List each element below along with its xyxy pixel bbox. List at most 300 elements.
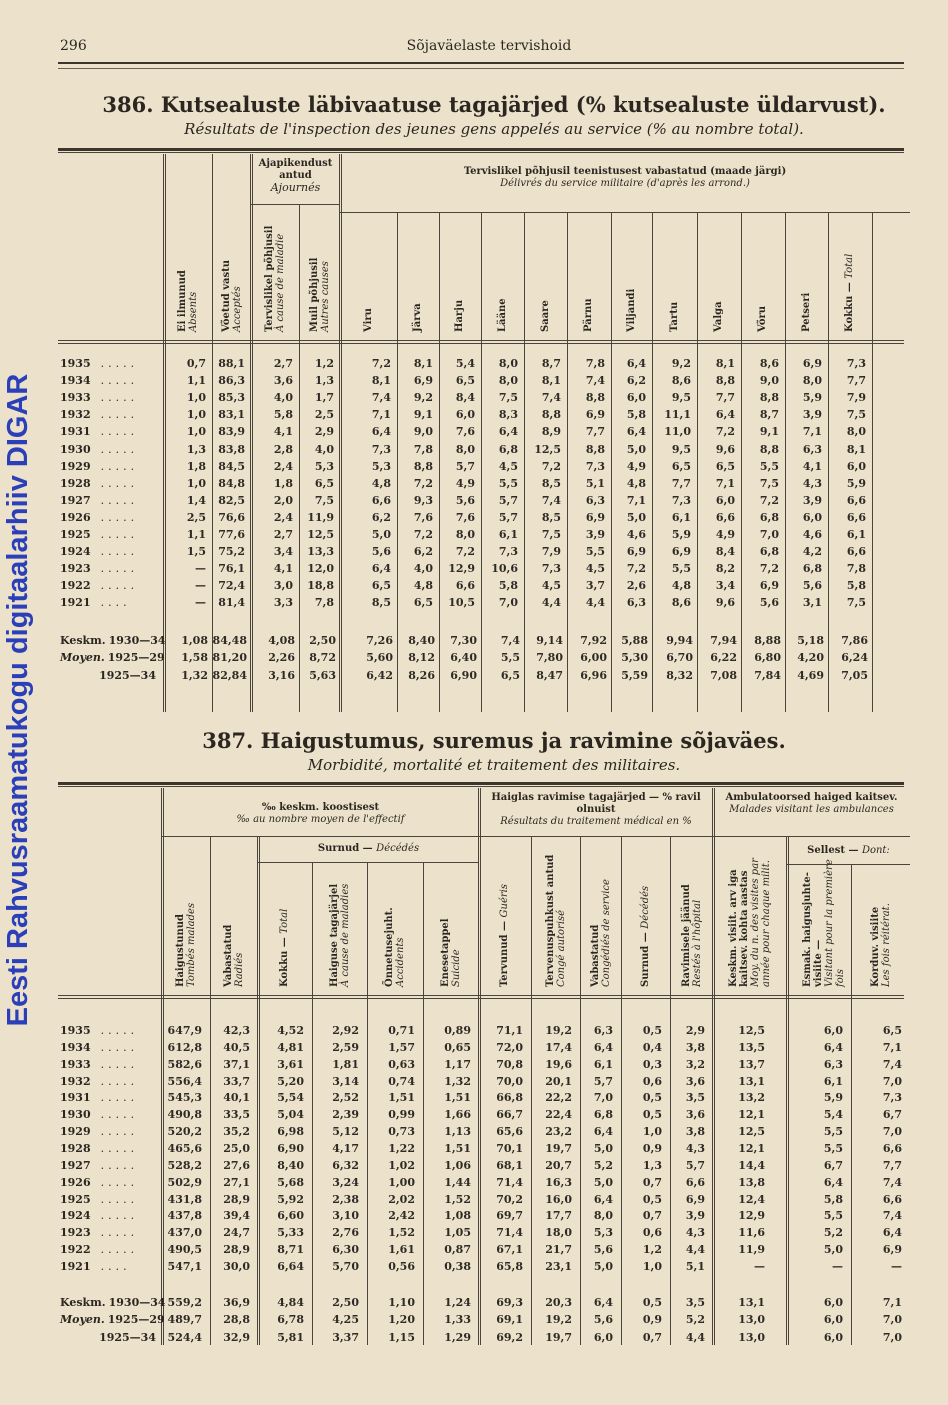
table-cell: 3,4 <box>715 579 735 593</box>
table-cell: — <box>754 1259 765 1273</box>
leader-dots: ..... <box>100 1175 139 1189</box>
table-cell: 84,48 <box>212 634 247 647</box>
table-cell: 6,6 <box>846 510 866 524</box>
table-cell: 4,1 <box>273 562 293 576</box>
table-cell: 431,8 <box>167 1192 202 1206</box>
table-cell: 7,5 <box>759 476 779 490</box>
leader-dots: .... <box>100 596 131 610</box>
table-cell: 7,0 <box>882 1074 902 1088</box>
table-cell: 7,5 <box>314 493 334 507</box>
column-header <box>626 289 637 332</box>
table-cell: 1,3 <box>642 1158 662 1172</box>
table-cell: 4,8 <box>671 579 691 593</box>
table-cell: 1,08 <box>444 1209 471 1223</box>
table-cell: 1,57 <box>388 1040 415 1054</box>
column-header-et: Tervenuspuhkust antud <box>544 854 556 987</box>
column-header <box>870 903 892 987</box>
table-cell: 2,59 <box>332 1040 359 1054</box>
table-cell: 9,1 <box>759 425 779 439</box>
table-cell: 27,6 <box>223 1158 250 1172</box>
column-header <box>540 300 551 332</box>
column-header-et: Viru <box>362 308 374 332</box>
year-label: 1922 <box>60 1243 91 1257</box>
table-cell: 6,3 <box>593 1024 613 1037</box>
group-header-fr: Délivrés du service militaire (d'après les arrond.) <box>500 178 750 189</box>
table-cell: 7,1 <box>371 408 391 422</box>
leader-dots: ..... <box>100 442 139 456</box>
table-cell: 1,81 <box>332 1057 359 1071</box>
table-cell: 3,3 <box>273 596 293 610</box>
table-row-label <box>60 408 138 421</box>
table-cell: 22,2 <box>545 1091 572 1105</box>
column-header <box>802 847 846 987</box>
table-cell: 5,54 <box>277 1091 304 1105</box>
table-cell: 7,05 <box>841 668 868 682</box>
group-header-fr: ‰ au nombre moyen de l'effectif <box>236 814 405 825</box>
table-cell: 69,1 <box>496 1313 523 1327</box>
table-cell: 5,8 <box>626 408 646 422</box>
table-cell: 0,99 <box>388 1108 415 1122</box>
table-cell: 6,0 <box>823 1296 843 1309</box>
leader-dots: ..... <box>100 579 139 593</box>
table-cell: 8,6 <box>671 596 691 610</box>
ajapikendust-rule <box>251 204 340 205</box>
table-cell: 40,5 <box>223 1040 250 1054</box>
group-header-fr: Décédés <box>376 843 420 854</box>
table-cell: 1,20 <box>388 1313 415 1327</box>
table-cell: 5,4 <box>455 357 475 370</box>
table-cell: 7,6 <box>413 510 433 524</box>
column-header-et: Korduv. visiite <box>869 906 881 987</box>
table-cell: 0,6 <box>642 1074 662 1088</box>
leader-dots: ..... <box>100 1125 139 1139</box>
table-cell: 0,38 <box>444 1259 471 1273</box>
table-cell: 6,90 <box>277 1141 304 1155</box>
table-cell: 7,7 <box>846 374 866 388</box>
leader-dots: ..... <box>100 528 139 541</box>
table-cell: 7,4 <box>541 493 561 507</box>
table-cell: 28,9 <box>223 1243 250 1257</box>
table-386-top-rule-thin <box>58 152 904 153</box>
table-row-label <box>60 528 138 541</box>
table-cell: 6,0 <box>455 408 475 422</box>
table-cell: 5,6 <box>593 1313 613 1327</box>
table-cell: 6,6 <box>882 1192 902 1206</box>
table-cell: 5,8 <box>273 408 293 422</box>
column-header-et: Valga <box>713 301 724 332</box>
table-cell: 11,0 <box>664 425 691 439</box>
table-cell: 5,0 <box>626 442 646 456</box>
column-header-fr: Total <box>844 253 855 279</box>
table-cell: 8,8 <box>585 391 605 405</box>
column-header-fr: Restés à l'hôpital <box>691 899 703 987</box>
leader-dots: ..... <box>100 425 139 439</box>
table-cell: 6,98 <box>277 1125 304 1139</box>
table-cell: 6,0 <box>626 391 646 405</box>
table-cell: 5,6 <box>455 493 475 507</box>
table-cell: 6,1 <box>593 1057 613 1071</box>
table-cell: 7,7 <box>585 425 605 439</box>
table-cell: 5,5 <box>823 1125 843 1139</box>
haiglas-rule <box>479 836 713 837</box>
column-header-fr: Moy. du n. des visites par année pour chaque milit. <box>750 858 772 987</box>
table-cell: 6,7 <box>882 1108 902 1122</box>
header-rule <box>58 62 904 69</box>
table-cell: 0,56 <box>388 1259 415 1273</box>
table-cell: 7,0 <box>882 1330 902 1344</box>
table-cell: 35,2 <box>223 1125 250 1139</box>
table-cell: 8,0 <box>593 1209 613 1223</box>
table-cell: 6,90 <box>450 668 477 682</box>
year-label: 1925 <box>60 528 91 541</box>
table-cell: 0,74 <box>388 1074 415 1088</box>
column-header <box>545 855 567 987</box>
table-row-label <box>60 477 138 490</box>
table-cell: — <box>195 562 206 576</box>
leader-dots: ..... <box>100 1158 139 1172</box>
year-label: 1934 <box>60 374 91 388</box>
table-cell: 14,4 <box>738 1158 765 1172</box>
table-cell: 5,5 <box>759 459 779 473</box>
table-cell: 12,9 <box>738 1209 765 1223</box>
group-header-haiglas <box>479 792 713 828</box>
table-cell: 27,1 <box>223 1175 250 1189</box>
table-cell: 8,8 <box>413 459 433 473</box>
column-header-et: Enesetappel <box>440 918 451 987</box>
table-cell: 4,0 <box>273 391 293 405</box>
table-cell: 7,0 <box>498 596 518 610</box>
table-cell: 5,81 <box>277 1330 304 1344</box>
table-cell: 8,72 <box>309 651 336 665</box>
table-cell: 4,81 <box>277 1040 304 1054</box>
table-cell: 6,4 <box>593 1192 613 1206</box>
column-header-fr: À cause de maladie <box>275 233 286 332</box>
table-cell: 7,4 <box>371 391 391 405</box>
table-cell: 11,6 <box>738 1226 765 1240</box>
table-cell: 1,8 <box>186 459 206 473</box>
table-row-label <box>60 545 138 558</box>
table-cell: 9,6 <box>715 596 735 610</box>
table-cell: 7,0 <box>882 1125 902 1139</box>
table-cell: 7,5 <box>541 528 561 541</box>
table-cell: 5,7 <box>498 510 518 524</box>
table-cell: 4,1 <box>273 425 293 439</box>
table-cell: 4,3 <box>685 1226 705 1240</box>
table-cell: 6,6 <box>685 1175 705 1189</box>
table-cell: 2,8 <box>273 442 293 456</box>
column-header-et: Surnud — <box>639 928 651 987</box>
table-cell: 3,2 <box>685 1057 705 1071</box>
column-header <box>844 254 855 332</box>
table-cell: 490,5 <box>167 1243 202 1257</box>
table-cell: 4,9 <box>715 528 735 541</box>
table-cell: 6,60 <box>277 1209 304 1223</box>
table-cell: 3,5 <box>685 1091 705 1105</box>
average-prefix: Moyen. <box>60 1313 105 1327</box>
table-cell: 5,7 <box>685 1158 705 1172</box>
table-cell: 7,8 <box>846 562 866 576</box>
table-cell: 66,7 <box>496 1108 523 1122</box>
table-cell: 1,00 <box>388 1175 415 1189</box>
column-header-et: Haigustunud <box>175 913 186 987</box>
table-cell: 5,8 <box>823 1192 843 1206</box>
average-prefix: Keskm. <box>60 1296 106 1309</box>
table-cell: 5,0 <box>593 1175 613 1189</box>
group-header-et: Surnud — <box>317 843 377 854</box>
table-cell: 0,87 <box>444 1243 471 1257</box>
column-header-fr: Radiés <box>234 952 245 987</box>
table-cell: 70,0 <box>496 1074 523 1088</box>
table-cell: 11,1 <box>664 408 691 422</box>
column-header <box>640 886 651 987</box>
column-header <box>497 298 508 332</box>
table-cell: 6,00 <box>580 651 607 665</box>
table-cell: 1,08 <box>181 634 208 647</box>
table-cell: 83,9 <box>218 425 245 439</box>
table-cell: 489,7 <box>167 1313 202 1327</box>
table-cell: 6,6 <box>715 510 735 524</box>
table-cell: 5,59 <box>621 668 648 682</box>
column-header-et: Haiguse tagajärjel <box>328 883 340 987</box>
group-header-fr: Résultats du traitement médical en % <box>500 816 692 827</box>
table-387-subtitle: Morbidité, mortalité et traitement des militaires. <box>307 756 681 774</box>
table-cell: 4,6 <box>802 528 822 541</box>
group-header-et: ‰ keskm. koostisest <box>261 802 380 813</box>
table-cell: 6,4 <box>593 1040 613 1054</box>
table-cell: 9,2 <box>413 391 433 405</box>
table-cell: 1,22 <box>388 1141 415 1155</box>
year-label: 1924 <box>60 1209 91 1223</box>
year-label: 1929 <box>60 459 91 473</box>
table-387-header-rule <box>58 995 904 996</box>
table-cell: 4,4 <box>685 1243 705 1257</box>
table-cell: 7,2 <box>715 425 735 439</box>
table-cell: 2,52 <box>332 1091 359 1105</box>
average-row-label <box>60 651 165 665</box>
table-cell: 1,2 <box>642 1243 662 1257</box>
table-cell: 71,4 <box>496 1175 523 1189</box>
table-cell: 1,32 <box>444 1074 471 1088</box>
table-cell: 6,2 <box>371 510 391 524</box>
group-header-vabastatud <box>340 166 910 190</box>
year-label: 1927 <box>60 493 91 507</box>
table-cell: 559,2 <box>167 1296 202 1309</box>
group-header-koostisest <box>162 802 479 826</box>
table-cell: 547,1 <box>167 1259 202 1273</box>
table-cell: 12,5 <box>738 1024 765 1037</box>
table-cell: 0,7 <box>642 1209 662 1223</box>
table-386-subtitle: Résultats de l'inspection des jeunes gens appelés au service (% au nombre total). <box>184 120 804 138</box>
table-cell: 6,8 <box>593 1108 613 1122</box>
table-cell: 6,6 <box>846 493 866 507</box>
table-cell: 6,0 <box>823 1330 843 1344</box>
column-header-et: Saare <box>539 300 551 332</box>
table-cell: 2,9 <box>314 425 334 439</box>
column-header <box>384 907 406 987</box>
table-cell: 6,9 <box>413 374 433 388</box>
table-cell: 0,65 <box>444 1040 471 1054</box>
table-cell: 13,1 <box>738 1074 765 1088</box>
table-cell: 4,9 <box>455 476 475 490</box>
table-cell: 5,9 <box>823 1091 843 1105</box>
table-cell: 3,6 <box>685 1074 705 1088</box>
table-cell: 12,0 <box>307 562 334 576</box>
table-cell: 6,3 <box>585 493 605 507</box>
table-row-label <box>60 1075 138 1088</box>
column-header-et: Viljandi <box>625 288 637 332</box>
table-cell: 6,0 <box>802 510 822 524</box>
table-cell: 81,4 <box>218 596 245 610</box>
table-cell: 4,9 <box>626 459 646 473</box>
table-cell: 5,33 <box>277 1226 304 1240</box>
table-cell: 7,80 <box>536 651 563 665</box>
table-cell: 7,9 <box>541 545 561 559</box>
table-cell: 5,7 <box>455 459 475 473</box>
table-cell: 6,5 <box>715 459 735 473</box>
table-cell: 5,5 <box>585 545 605 559</box>
table-cell: 2,02 <box>388 1192 415 1206</box>
year-label: 1926 <box>60 1175 91 1189</box>
table-cell: 7,3 <box>846 357 866 370</box>
table-cell: 6,4 <box>626 357 646 370</box>
table-cell: 5,6 <box>759 596 779 610</box>
table-cell: 3,8 <box>685 1125 705 1139</box>
table-row-label <box>60 425 138 438</box>
table-cell: 11,9 <box>738 1243 765 1257</box>
table-cell: 6,5 <box>314 476 334 490</box>
digar-watermark: Eesti Rahvusraamatukogu digitaalarhiiv DIGAR <box>2 373 34 1027</box>
table-cell: 8,8 <box>585 442 605 456</box>
table-cell: 2,7 <box>273 357 293 370</box>
table-cell: 6,3 <box>823 1057 843 1071</box>
average-period: 1925—29 <box>107 1313 165 1327</box>
table-cell: 7,1 <box>626 493 646 507</box>
table-cell: 28,9 <box>223 1192 250 1206</box>
year-label: 1930 <box>60 1108 91 1122</box>
table-cell: 7,5 <box>498 391 518 405</box>
table-cell: 8,0 <box>498 357 518 370</box>
table-cell: 3,4 <box>273 545 293 559</box>
table-cell: 5,63 <box>309 668 336 682</box>
table-cell: 9,2 <box>671 357 691 370</box>
group-header-ambulatoorsed <box>713 792 910 816</box>
leader-dots: ..... <box>100 374 139 388</box>
table-cell: 7,4 <box>500 634 520 647</box>
column-header <box>223 925 245 987</box>
table-cell: 7,4 <box>541 391 561 405</box>
group-header-ajapikendust <box>251 158 340 194</box>
column-header-fr: Accidents <box>395 937 406 987</box>
table-cell: 3,8 <box>685 1040 705 1054</box>
table-cell: 12,5 <box>307 528 334 541</box>
table-cell: 7,0 <box>882 1313 902 1327</box>
table-cell: 5,8 <box>498 579 518 593</box>
table-cell: 7,4 <box>882 1057 902 1071</box>
table-cell: 4,84 <box>277 1296 304 1309</box>
table-cell: 1,10 <box>388 1296 415 1309</box>
table-cell: 2,50 <box>332 1296 359 1309</box>
column-header-et: Tervunud — <box>499 917 510 987</box>
table-cell: 7,9 <box>846 391 866 405</box>
year-label: 1924 <box>60 545 91 559</box>
table-cell: 6,9 <box>585 510 605 524</box>
column-header <box>264 226 286 332</box>
table-cell: 8,5 <box>371 596 391 610</box>
table-cell: 4,20 <box>797 651 824 665</box>
table-cell: 2,42 <box>388 1209 415 1223</box>
table-cell: 8,9 <box>541 425 561 439</box>
table-cell: 6,4 <box>823 1175 843 1189</box>
table-cell: 4,4 <box>541 596 561 610</box>
leader-dots: ..... <box>100 1074 139 1088</box>
table-cell: 2,5 <box>314 408 334 422</box>
table-cell: 81,20 <box>212 651 247 665</box>
table-cell: 23,2 <box>545 1125 572 1139</box>
table-cell: 5,1 <box>585 476 605 490</box>
table-cell: 6,9 <box>759 579 779 593</box>
leader-dots: ..... <box>100 391 139 405</box>
table-cell: 6,1 <box>671 510 691 524</box>
table-cell: 437,0 <box>167 1226 202 1240</box>
table-cell: 7,3 <box>585 459 605 473</box>
table-cell: 72,0 <box>496 1040 523 1054</box>
table-cell: 8,0 <box>498 374 518 388</box>
table-cell: 12,4 <box>738 1192 765 1206</box>
table-cell: 6,1 <box>498 528 518 541</box>
table-cell: 6,6 <box>371 493 391 507</box>
table-cell: 8,0 <box>455 442 475 456</box>
table-cell: 6,9 <box>802 357 822 370</box>
table-cell: 6,3 <box>626 596 646 610</box>
table-cell: 9,6 <box>715 442 735 456</box>
table-cell: 30,0 <box>223 1259 250 1273</box>
table-cell: 84,5 <box>218 459 245 473</box>
table-cell: 19,7 <box>545 1141 572 1155</box>
table-cell: 5,3 <box>314 459 334 473</box>
ambulatoorsed-rule <box>713 836 910 837</box>
table-row-label <box>60 1176 138 1189</box>
table-cell: 5,5 <box>498 476 518 490</box>
column-header-et: Tervislikel põhjusil <box>264 225 275 332</box>
table-row-label <box>60 562 138 575</box>
table-cell: — <box>195 579 206 593</box>
table-cell: 2,7 <box>273 528 293 541</box>
leader-dots: ..... <box>100 1209 139 1223</box>
table-cell: 7,2 <box>626 562 646 576</box>
table-row-label <box>60 1260 131 1273</box>
group-header-et: Ajapikendust antud <box>258 158 333 181</box>
table-cell: 17,7 <box>545 1209 572 1223</box>
table-cell: 4,0 <box>314 442 334 456</box>
table-row-label <box>60 374 138 387</box>
table-cell: 8,8 <box>715 374 735 388</box>
table-cell: 4,6 <box>626 528 646 541</box>
table-cell: 6,0 <box>715 493 735 507</box>
table-cell: 1,61 <box>388 1243 415 1257</box>
table-cell: 70,8 <box>496 1057 523 1071</box>
table-cell: 85,3 <box>218 391 245 405</box>
table-cell: 612,8 <box>167 1040 202 1054</box>
table-cell: 1,32 <box>181 668 208 682</box>
table-cell: 4,5 <box>498 459 518 473</box>
column-header <box>279 909 290 987</box>
table-cell: 6,8 <box>498 442 518 456</box>
table-row-label <box>60 460 138 473</box>
column-header <box>412 303 423 332</box>
table-cell: 1,33 <box>444 1313 471 1327</box>
table-387-header-rule-2 <box>58 998 904 999</box>
table-row-label <box>60 1209 138 1222</box>
